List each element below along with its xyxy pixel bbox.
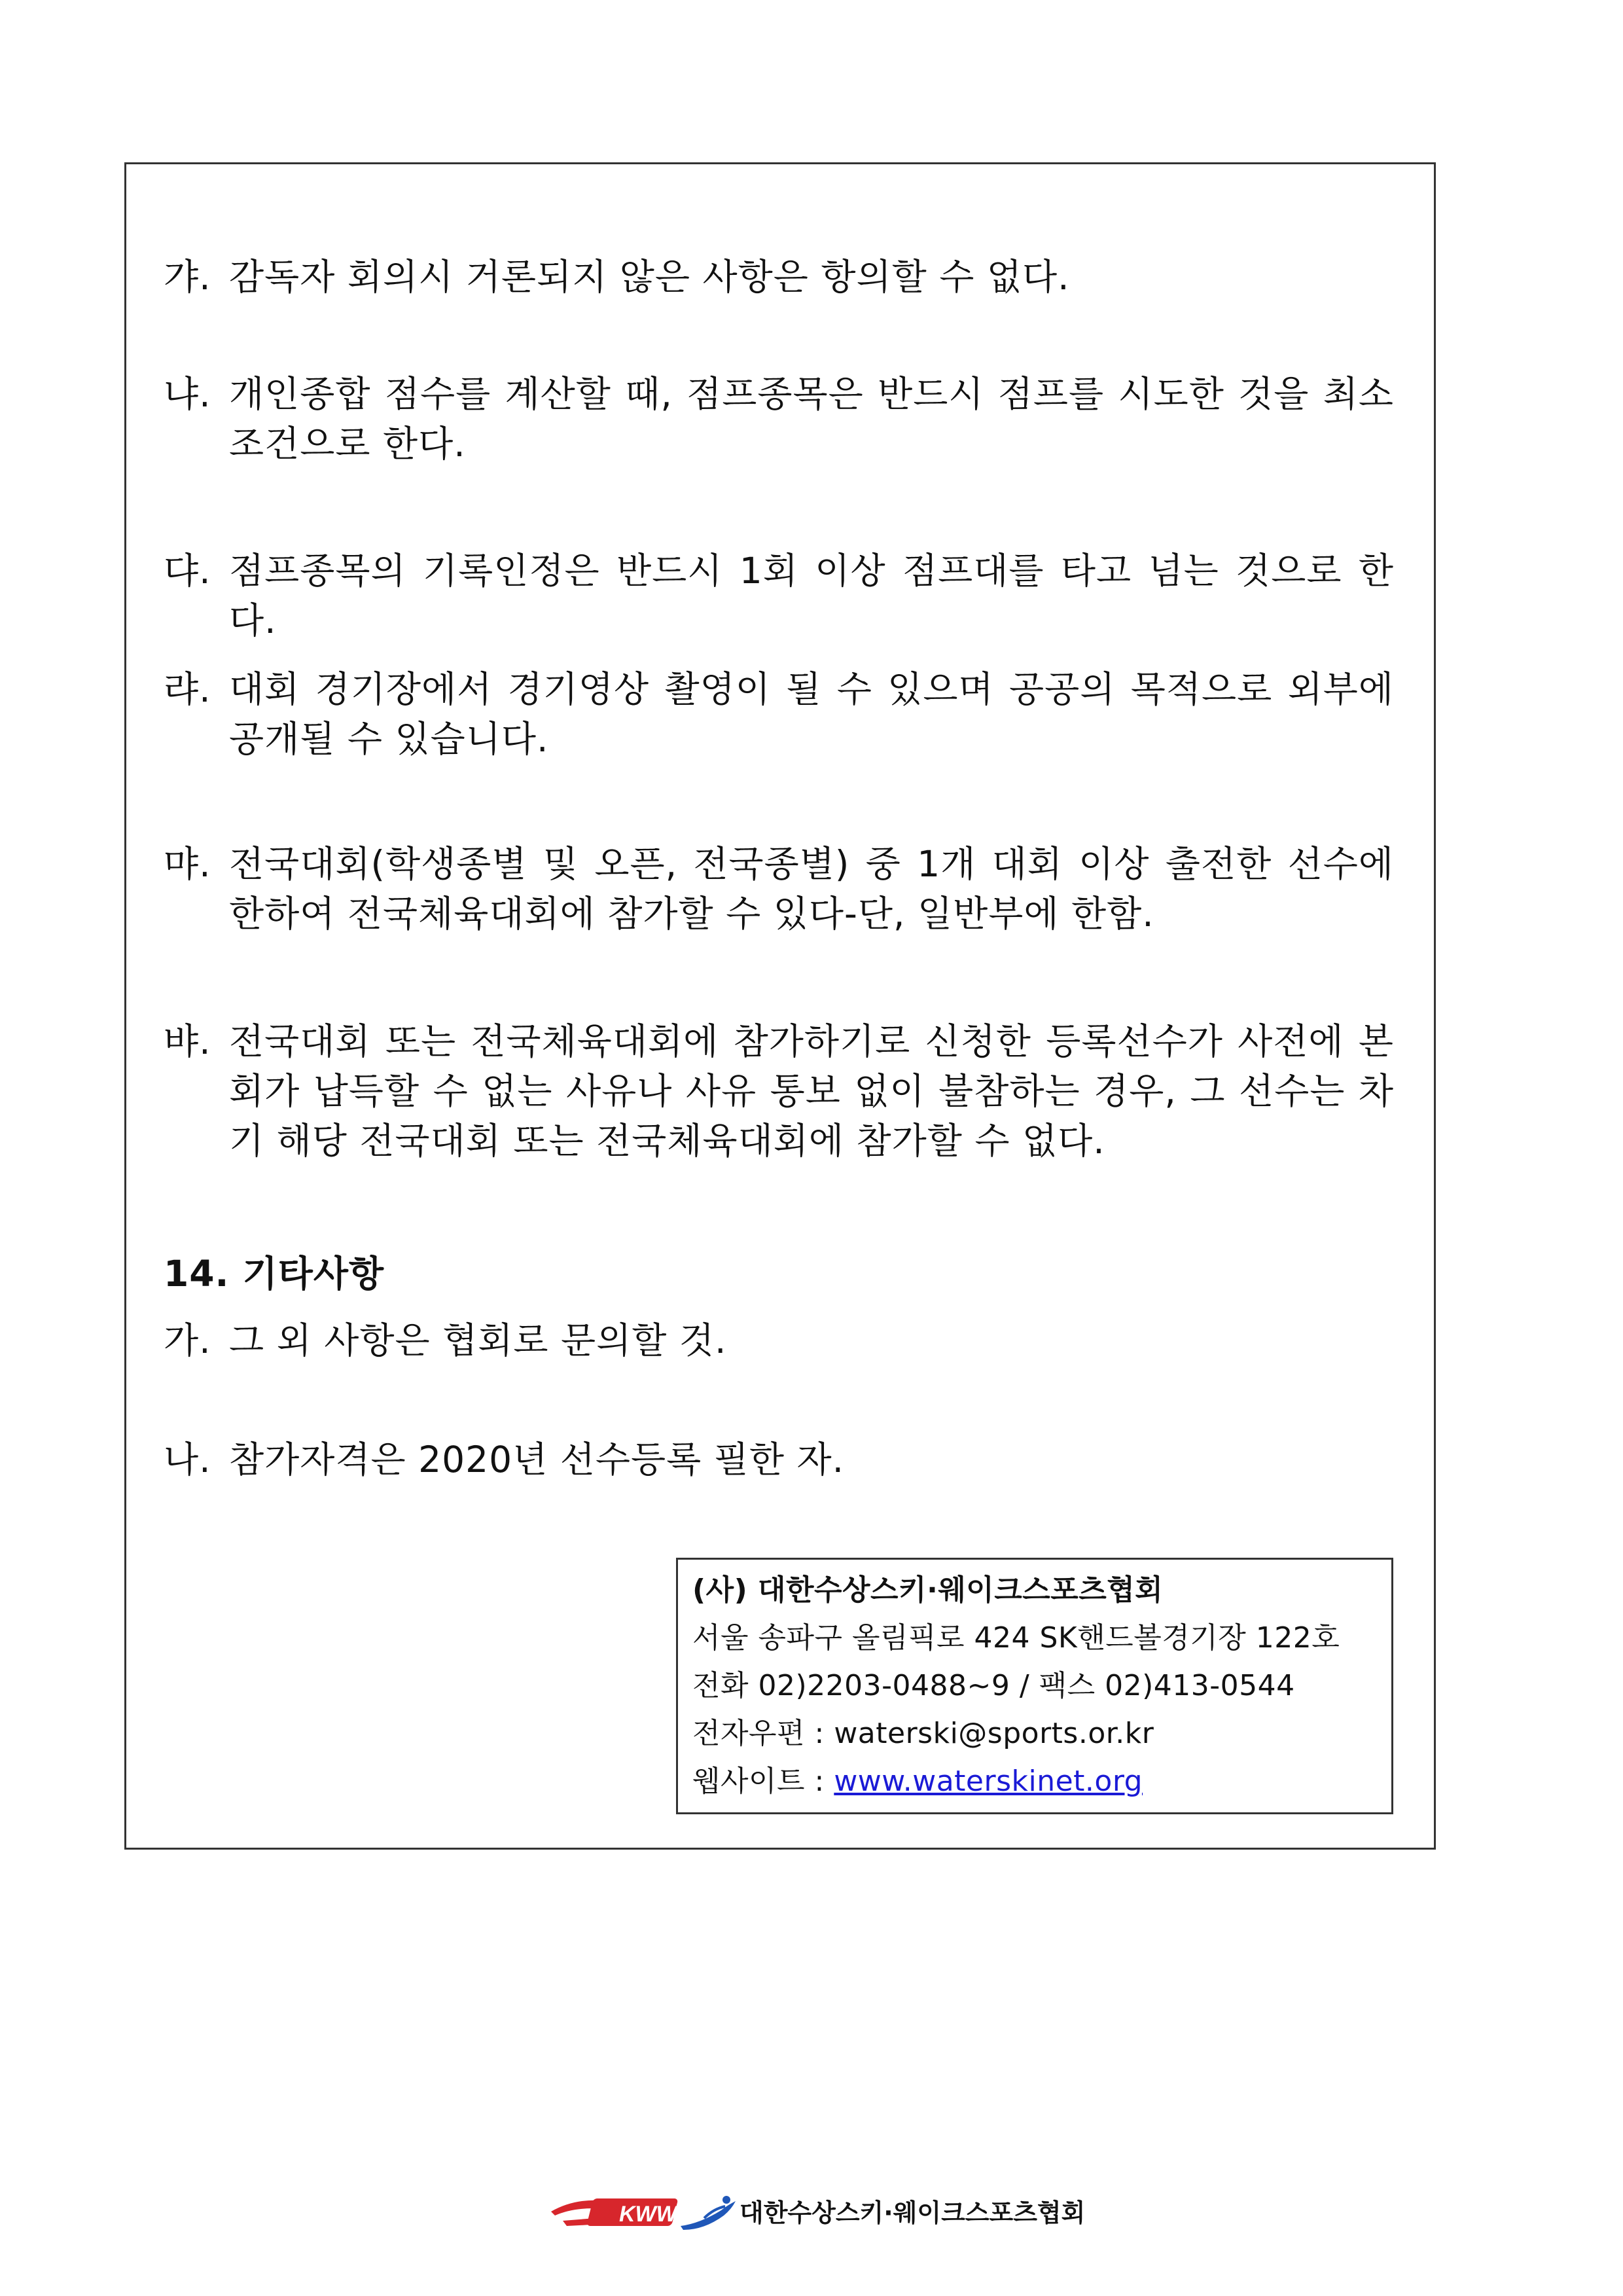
contact-org-name: (사) 대한수상스키·웨이크스포츠협회 (692, 1573, 1164, 1607)
footer (550, 2189, 1086, 2235)
clause-text: 그 외 사항은 협회로 문의할 것. (229, 1319, 727, 1361)
website-link[interactable]: www.waterskinet.org (834, 1765, 1143, 1798)
clause-marker: 랴. (164, 668, 211, 710)
clause-bya (164, 1016, 1394, 1166)
clause-rya (164, 664, 1394, 764)
clause-marker: 댜. (164, 550, 211, 592)
clause-text: 참가자격은 2020년 선수등록 필한 자. (229, 1439, 845, 1480)
clause-text: 전국대회 또는 전국체육대회에 참가하기로 신청한 등록선수가 사전에 본회가 납득할 수 없는 사유나 사유 통보 없이 불참하는 경우, 그 선수는 차기 해당 전국대회 또는 전국체육대회에 참가할 수 없다. (229, 1020, 1394, 1162)
contact-email: waterski@sports.or.kr (834, 1717, 1154, 1750)
kwwa-logo (550, 2189, 740, 2235)
clause-text: 전국대회(학생종별 및 오픈, 전국종별) 중 1개 대회 이상 출전한 선수에 한하여 전국체육대회에 참가할 수 있다-단, 일반부에 한함. (229, 843, 1394, 935)
clause-nya (164, 369, 1394, 469)
clause-na (164, 1435, 1394, 1484)
clause-text: 점프종목의 기록인정은 반드시 1회 이상 점프대를 타고 넘는 것으로 한다. (229, 550, 1394, 641)
clause-marker: 가. (164, 1319, 211, 1361)
contact-box (676, 1558, 1393, 1814)
contact-website-label: 웹사이트 : (692, 1765, 834, 1798)
section-heading: 14. 기타사항 (164, 1253, 385, 1295)
contact-website-row (692, 1757, 1377, 1805)
clause-text: 대회 경기장에서 경기영상 촬영이 될 수 있으며 공공의 목적으로 외부에 공개될 수 있습니다. (229, 668, 1394, 760)
clause-marker: 갸. (164, 256, 211, 298)
clause-mya (164, 839, 1394, 939)
clause-ga (164, 1316, 1394, 1365)
contact-email-label: 전자우편 : (692, 1717, 834, 1750)
clause-dya (164, 546, 1394, 645)
clause-text: 감독자 회의시 거론되지 않은 사항은 항의할 수 없다. (229, 256, 1070, 298)
clause-text: 개인종합 점수를 계산할 때, 점프종목은 반드시 점프를 시도한 것을 최소 조건으로 한다. (229, 373, 1394, 465)
clause-marker: 냐. (164, 373, 211, 415)
clause-marker: 나. (164, 1439, 211, 1480)
contact-email-row (692, 1710, 1377, 1757)
contact-phone: 전화 02)2203-0488~9 / 팩스 02)413-0544 (692, 1669, 1295, 1702)
clause-gya (164, 252, 1394, 302)
contact-address: 서울 송파구 올림픽로 424 SK핸드볼경기장 122호 (692, 1621, 1340, 1655)
clause-marker: 뱌. (164, 1020, 211, 1062)
logo-text: KWWA (619, 2202, 692, 2227)
clause-marker: 먀. (164, 843, 211, 885)
footer-org-name: 대한수상스키·웨이크스포츠협회 (740, 2198, 1086, 2227)
